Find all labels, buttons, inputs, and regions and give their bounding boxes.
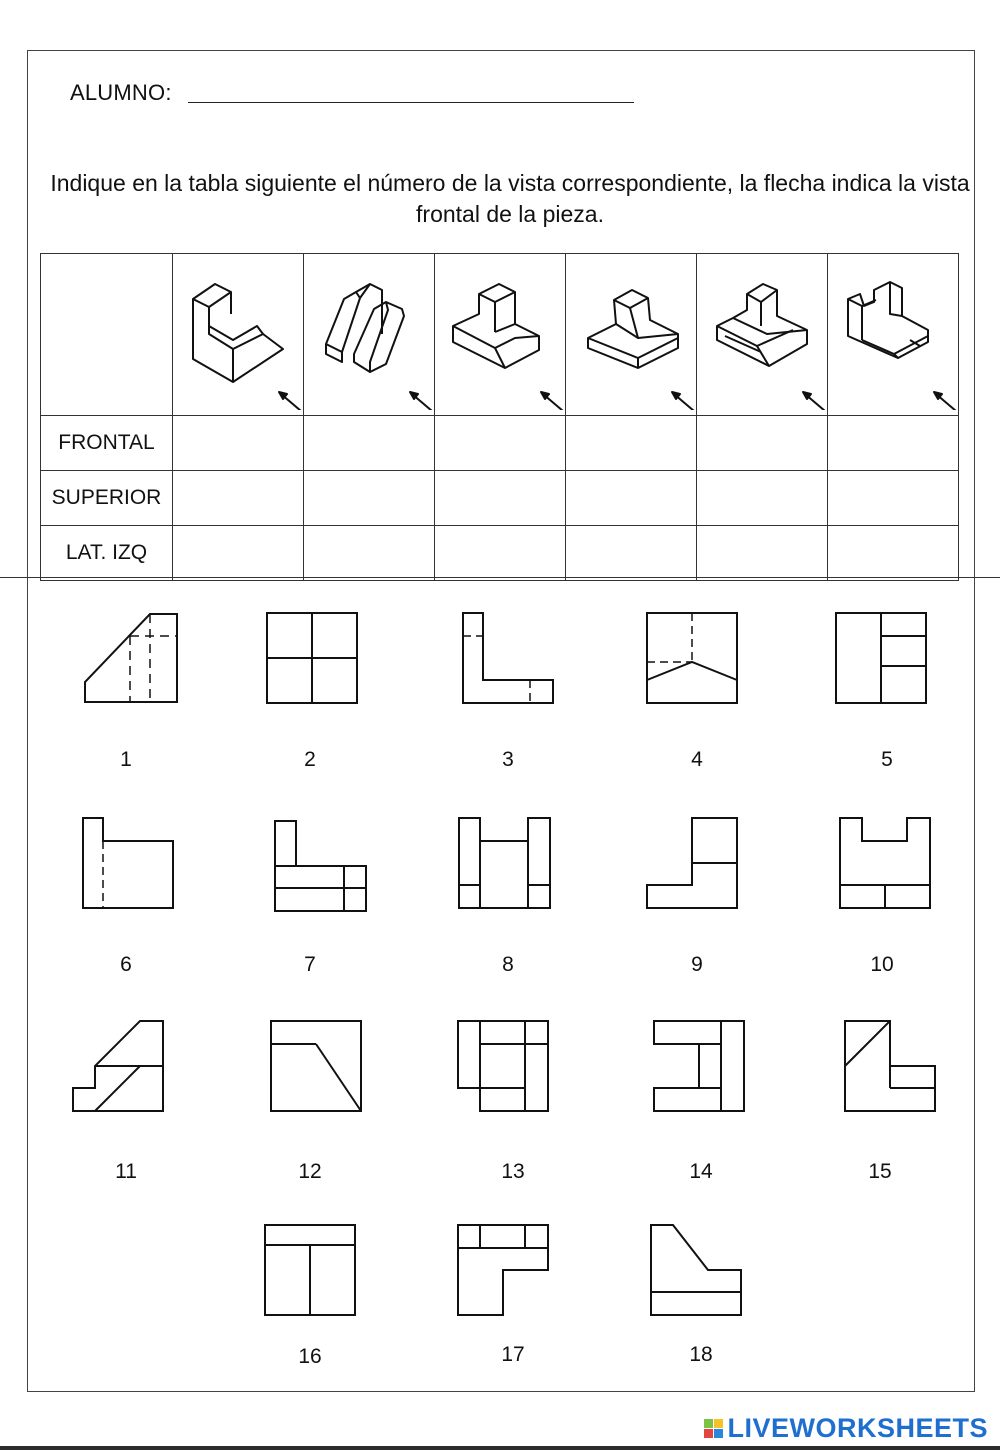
- view-number-4: 4: [691, 748, 703, 771]
- liveworksheets-logo-icon: [704, 1419, 723, 1438]
- answer-frontal-3[interactable]: [435, 416, 566, 471]
- view-drawing-6: [80, 815, 180, 915]
- answer-frontal-4[interactable]: [566, 416, 697, 471]
- view-number-12: 12: [298, 1160, 322, 1183]
- view-drawing-14: [651, 1018, 751, 1118]
- answer-superior-4[interactable]: [566, 471, 697, 526]
- worksheet-frame: [27, 50, 975, 1392]
- view-drawing-8: [456, 815, 556, 915]
- frontal-row: [41, 416, 959, 471]
- view-drawing-17: [455, 1222, 555, 1322]
- view-drawing-5: [833, 610, 933, 710]
- instructions-text: Indique en la tabla siguiente el número de la vista correspondiente, la flecha indica la vista frontal de la pieza.: [50, 170, 970, 227]
- student-name-line[interactable]: [188, 102, 634, 103]
- view-number-13: 13: [501, 1160, 525, 1183]
- piece-1-cell: [173, 254, 304, 416]
- piece-6-isometric-drawing: [828, 254, 958, 410]
- view-number-17: 17: [501, 1343, 525, 1366]
- piece-6-cell: [828, 254, 959, 416]
- view-drawing-4: [644, 610, 744, 710]
- row-label-superior: SUPERIOR: [41, 471, 173, 526]
- answer-latizq-4[interactable]: [566, 526, 697, 581]
- student-label: ALUMNO:: [70, 80, 172, 105]
- view-drawing-15: [842, 1018, 942, 1118]
- answer-table: [40, 253, 959, 581]
- view-drawing-1: [80, 610, 180, 710]
- corner-cell: [41, 254, 173, 416]
- answer-superior-6[interactable]: [828, 471, 959, 526]
- view-number-1: 1: [120, 748, 132, 771]
- row-label-frontal: FRONTAL: [41, 416, 173, 471]
- liveworksheets-brand: [704, 1410, 988, 1446]
- view-drawing-18: [648, 1222, 748, 1322]
- view-number-3: 3: [502, 748, 514, 771]
- lateral-row: [41, 526, 959, 581]
- answer-frontal-2[interactable]: [304, 416, 435, 471]
- answer-latizq-3[interactable]: [435, 526, 566, 581]
- view-number-10: 10: [870, 953, 894, 976]
- answer-latizq-6[interactable]: [828, 526, 959, 581]
- piece-4-cell: [566, 254, 697, 416]
- piece-1-isometric-drawing: [173, 254, 303, 410]
- answer-latizq-1[interactable]: [173, 526, 304, 581]
- answer-superior-2[interactable]: [304, 471, 435, 526]
- answer-frontal-5[interactable]: [697, 416, 828, 471]
- view-number-15: 15: [868, 1160, 892, 1183]
- view-number-9: 9: [691, 953, 703, 976]
- view-drawing-12: [268, 1018, 368, 1118]
- view-drawing-16: [262, 1222, 362, 1322]
- piece-3-isometric-drawing: [435, 254, 565, 410]
- piece-5-isometric-drawing: [697, 254, 827, 410]
- answer-latizq-2[interactable]: [304, 526, 435, 581]
- answer-frontal-6[interactable]: [828, 416, 959, 471]
- view-drawing-13: [455, 1018, 555, 1118]
- answer-latizq-5[interactable]: [697, 526, 828, 581]
- view-number-18: 18: [689, 1343, 713, 1366]
- view-drawing-9: [644, 815, 744, 915]
- piece-2-isometric-drawing: [304, 254, 434, 410]
- answer-frontal-1[interactable]: [173, 416, 304, 471]
- view-drawing-11: [70, 1018, 170, 1118]
- section-divider: [0, 577, 1000, 578]
- view-number-7: 7: [304, 953, 316, 976]
- piece-2-cell: [304, 254, 435, 416]
- view-number-2: 2: [304, 748, 316, 771]
- answer-superior-1[interactable]: [173, 471, 304, 526]
- view-number-8: 8: [502, 953, 514, 976]
- view-number-16: 16: [298, 1345, 322, 1368]
- view-drawing-10: [837, 815, 937, 915]
- view-number-11: 11: [115, 1160, 137, 1183]
- row-label-lat-izq: LAT. IZQ: [41, 526, 173, 581]
- view-drawing-2: [264, 610, 364, 710]
- piece-5-cell: [697, 254, 828, 416]
- view-number-5: 5: [881, 748, 893, 771]
- view-number-6: 6: [120, 953, 132, 976]
- pieces-row: [41, 254, 959, 416]
- answer-superior-5[interactable]: [697, 471, 828, 526]
- liveworksheets-wordmark: LIVEWORKSHEETS: [727, 1412, 988, 1443]
- view-drawing-3: [460, 610, 560, 710]
- bottom-bar: [0, 1446, 1000, 1450]
- view-number-14: 14: [689, 1160, 713, 1183]
- piece-3-cell: [435, 254, 566, 416]
- piece-4-isometric-drawing: [566, 254, 696, 410]
- view-drawing-7: [272, 818, 372, 918]
- superior-row: [41, 471, 959, 526]
- answer-superior-3[interactable]: [435, 471, 566, 526]
